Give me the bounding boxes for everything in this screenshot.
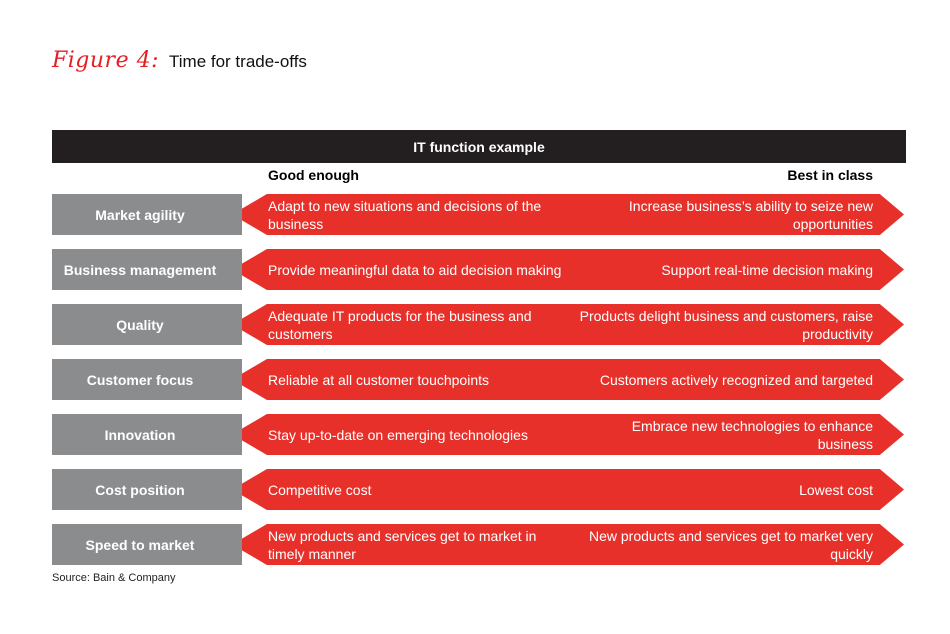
row-speed-to-market xyxy=(0,524,950,565)
row-label: Market agility xyxy=(52,194,242,235)
figure-title xyxy=(52,48,307,80)
best-in-class-text: New products and services get to market very quickly xyxy=(588,527,873,562)
good-enough-text: Competitive cost xyxy=(268,481,372,498)
figure-label: Figure 4: xyxy=(52,48,159,73)
row-business-management xyxy=(0,249,950,290)
row-label: Cost position xyxy=(52,469,242,510)
header-bar: IT function example xyxy=(52,130,906,163)
row-label: Business management xyxy=(52,249,242,290)
good-enough-text: New products and services get to market in timely manner xyxy=(268,527,537,562)
row-label: Innovation xyxy=(52,414,242,455)
good-enough-text: Adequate IT products for the business and customers xyxy=(268,307,532,342)
column-header-good-enough: Good enough xyxy=(268,167,359,183)
good-enough-text: Reliable at all customer touchpoints xyxy=(268,371,490,388)
good-enough-text: Stay up-to-date on emerging technologies xyxy=(268,426,528,443)
row-label: Customer focus xyxy=(52,359,242,400)
column-header-best-in-class: Best in class xyxy=(787,167,873,183)
source-note: Source: Bain & Company xyxy=(52,572,176,584)
row-label: Speed to market xyxy=(52,524,242,565)
best-in-class-text: Embrace new technologies to enhance business xyxy=(631,417,873,452)
row-customer-focus xyxy=(0,359,950,400)
best-in-class-text: Support real-time decision making xyxy=(661,261,873,278)
row-innovation xyxy=(0,414,950,455)
row-cost-position xyxy=(0,469,950,510)
row-label: Quality xyxy=(52,304,242,345)
row-quality xyxy=(0,304,950,345)
row-market-agility xyxy=(0,194,950,235)
good-enough-text: Adapt to new situations and decisions of the business xyxy=(268,197,542,232)
best-in-class-text: Customers actively recognized and targeted xyxy=(599,371,873,388)
figure-title-text: Time for trade-offs xyxy=(169,52,307,71)
best-in-class-text: Increase business’s ability to seize new opportunities xyxy=(628,197,873,232)
best-in-class-text: Lowest cost xyxy=(799,481,873,498)
best-in-class-text: Products delight business and customers, raise productivity xyxy=(579,307,873,342)
good-enough-text: Provide meaningful data to aid decision making xyxy=(268,261,562,278)
